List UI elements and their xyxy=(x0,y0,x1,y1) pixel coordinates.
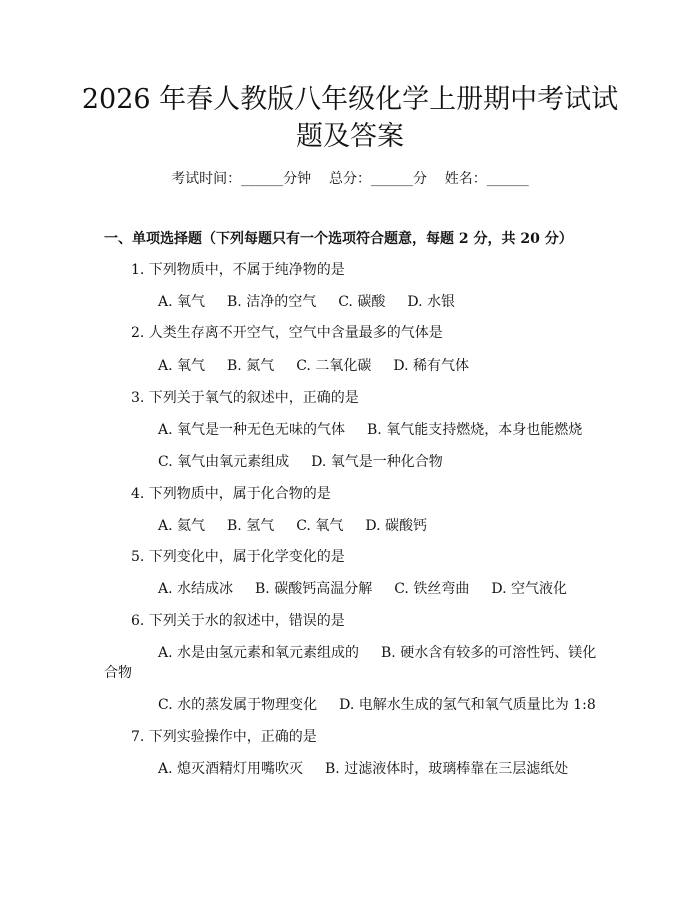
question-2-options xyxy=(158,356,491,376)
option-c: C. 碳酸 xyxy=(338,294,386,310)
exam-info: 考试时间：______分钟 总分：______分 姓名：______ xyxy=(171,171,529,187)
question-3-options-row2 xyxy=(158,452,465,472)
question-3: 3. 下列关于氧气的叙述中，正确的是 xyxy=(131,390,359,406)
page-title-line2: 题及答案 xyxy=(296,121,404,152)
question-6-options-row2 xyxy=(158,695,596,715)
question-6-options-row1 xyxy=(158,643,596,663)
option-a: A. 氧气 xyxy=(158,358,206,374)
option-b: B. 氮气 xyxy=(227,358,275,374)
page-title-line1: 2026 年春人教版八年级化学上册期中考试试 xyxy=(81,84,619,115)
option-b-wrap: 合物 xyxy=(104,665,132,681)
option-c: C. 氧气 xyxy=(296,518,344,534)
question-7-options xyxy=(158,759,590,779)
option-d: D. 电解水生成的氢气和氧气质量比为 1:8 xyxy=(339,697,596,713)
option-b: B. 洁净的空气 xyxy=(227,294,317,310)
question-5-options xyxy=(158,579,589,599)
option-d: D. 水银 xyxy=(407,294,455,310)
option-a: A. 氧气 xyxy=(158,294,206,310)
option-a: A. 氧气是一种无色无味的气体 xyxy=(158,422,346,438)
question-1: 1. 下列物质中，不属于纯净物的是 xyxy=(131,262,345,278)
question-7: 7. 下列实验操作中，正确的是 xyxy=(131,729,317,745)
question-1-options xyxy=(158,292,477,312)
option-d: D. 稀有气体 xyxy=(393,358,469,374)
section-heading: 一、单项选择题（下列每题只有一个选项符合题意，每题 2 分，共 20 分） xyxy=(104,231,573,247)
option-c: C. 氧气由氧元素组成 xyxy=(158,454,290,470)
question-4-options xyxy=(158,516,449,536)
option-a: A. 水结成冰 xyxy=(158,581,234,597)
option-b: B. 氢气 xyxy=(227,518,275,534)
option-b: B. 过滤液体时，玻璃棒靠在三层滤纸处 xyxy=(325,761,569,777)
option-c: C. 铁丝弯曲 xyxy=(394,581,470,597)
option-c: C. 水的蒸发属于物理变化 xyxy=(158,697,318,713)
question-4: 4. 下列物质中，属于化合物的是 xyxy=(131,486,331,502)
question-6: 6. 下列关于水的叙述中，错误的是 xyxy=(131,613,345,629)
option-b: B. 硬水含有较多的可溶性钙、镁化 xyxy=(381,645,597,661)
question-5: 5. 下列变化中，属于化学变化的是 xyxy=(131,549,345,565)
option-d: D. 空气液化 xyxy=(491,581,567,597)
option-d: D. 氧气是一种化合物 xyxy=(311,454,443,470)
option-c: C. 二氧化碳 xyxy=(296,358,372,374)
option-a: A. 氦气 xyxy=(158,518,206,534)
option-b: B. 碳酸钙高温分解 xyxy=(255,581,373,597)
question-2: 2. 人类生存离不开空气，空气中含量最多的气体是 xyxy=(131,325,443,341)
question-3-options-row1 xyxy=(158,420,604,440)
option-a: A. 水是由氢元素和氧元素组成的 xyxy=(158,645,360,661)
option-b: B. 氧气能支持燃烧，本身也能燃烧 xyxy=(367,422,583,438)
option-d: D. 碳酸钙 xyxy=(365,518,427,534)
option-a: A. 熄灭酒精灯用嘴吹灭 xyxy=(158,761,304,777)
